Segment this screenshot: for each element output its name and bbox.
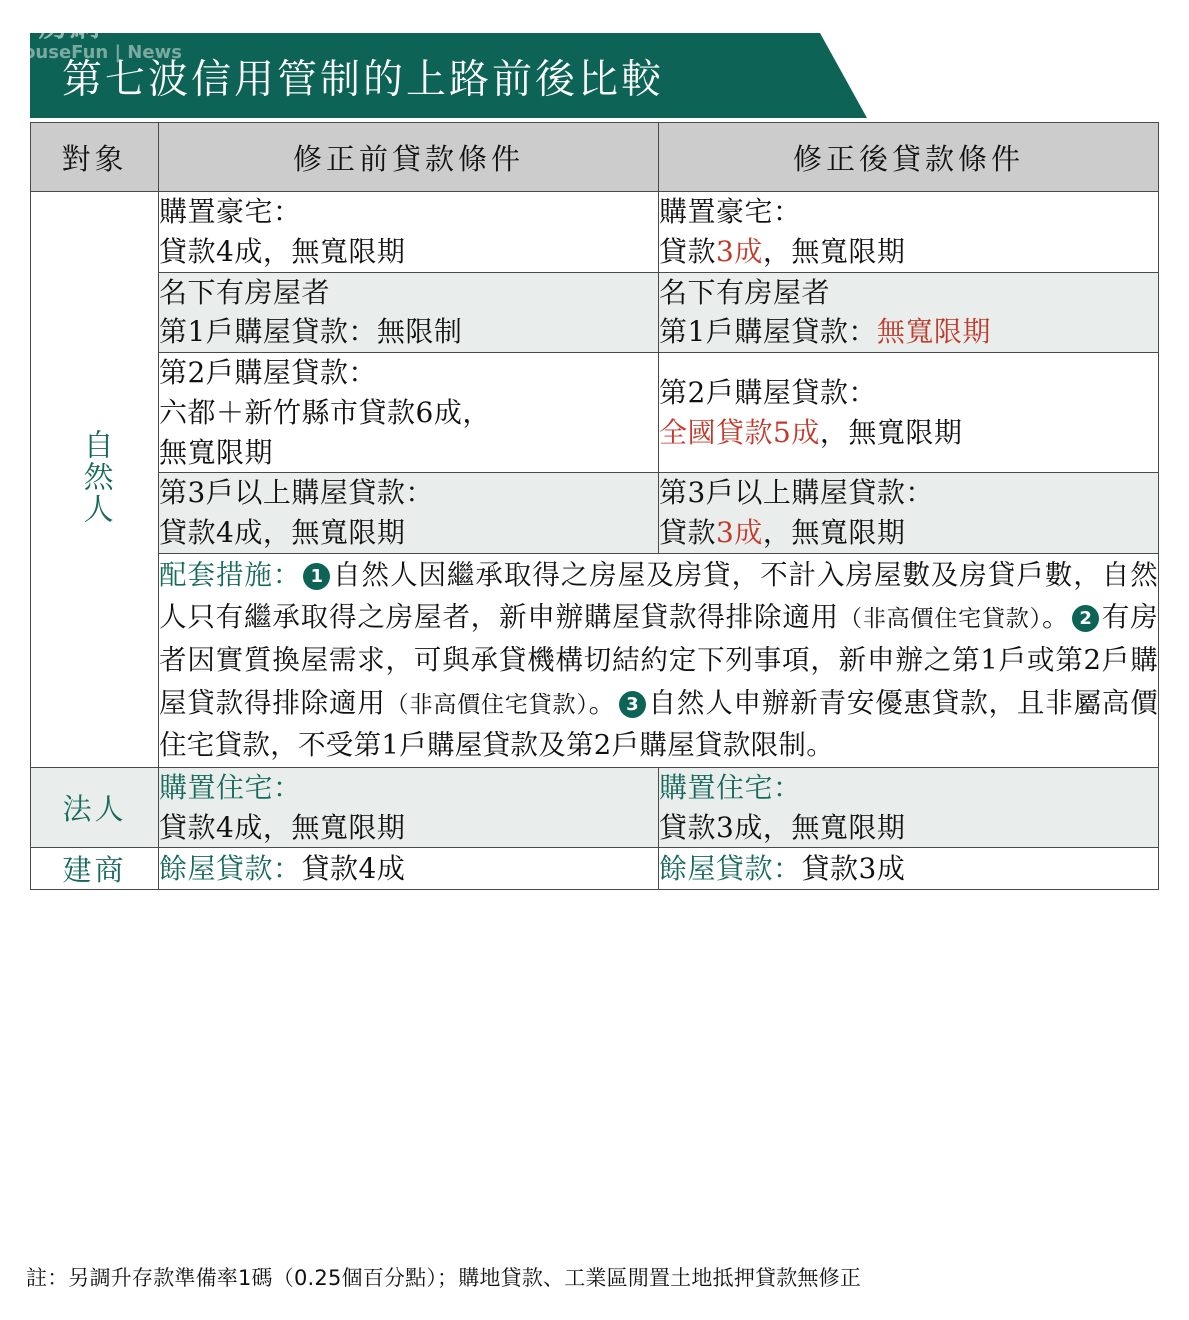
before-2-line2: 第1戶購屋貸款：無限制 [159, 315, 463, 349]
group-label-natural-text: 自然人 [77, 429, 113, 526]
after-1-highlight: 3成 [716, 234, 763, 268]
before-builder-line [159, 849, 658, 889]
before-4-line1: 第3戶以上購屋貸款： [159, 476, 434, 510]
note-1-text-b: 。 [1041, 601, 1071, 634]
after-2-highlight: 無寬限期 [876, 315, 991, 349]
before-4-line2: 貸款4成，無寬限期 [159, 516, 406, 549]
before-1-line2: 貸款4成，無寬限期 [159, 234, 406, 268]
table-row [31, 192, 1159, 273]
after-builder-line [659, 849, 1158, 889]
group-label-builder [31, 848, 159, 890]
after-4-highlight: 3成 [716, 516, 763, 549]
after-4-line2 [659, 513, 1158, 553]
footnote: 註：另調升存款準備率1碼（0.25個百分點）；購地貸款、工業區閒置土地抵押貸款無修正 [26, 1266, 862, 1290]
after-3-line1: 第2戶購屋貸款： [659, 375, 877, 409]
after-legal-line1: 購置住宅： [659, 770, 802, 804]
notes-label: 配套措施： [159, 558, 302, 591]
note-2-paren: （非高價住宅貸款） [385, 691, 589, 718]
after-3-line2 [659, 413, 1158, 453]
cell-before-builder [159, 848, 659, 890]
table-row [31, 848, 1159, 890]
after-legal-line2: 貸款3成，無寬限期 [659, 810, 906, 844]
cell-after-legal [659, 767, 1159, 848]
after-4-pre: 貸款 [659, 516, 717, 549]
cell-before-4 [159, 473, 659, 554]
after-1-line2 [659, 232, 1158, 272]
cell-after-1 [659, 192, 1159, 273]
cell-supporting-measures [159, 553, 1159, 767]
note-2-text-a: 有房者因實質換屋需求，可與承貸機構切結約定下列事項，新申辦之第1戶或第2戶購屋貸款得排除適用 [159, 601, 1158, 719]
watermark-cn: 好房網 [8, 9, 101, 44]
after-4-post: ，無寬限期 [762, 516, 906, 549]
table-row [31, 767, 1159, 848]
before-3-line3: 無寬限期 [159, 435, 274, 469]
after-2-pre: 第1戶購屋貸款： [659, 315, 877, 349]
before-legal-line2: 貸款4成，無寬限期 [159, 810, 406, 844]
title-banner [30, 33, 910, 118]
table-row [31, 353, 1159, 473]
after-builder-value: 貸款3成 [801, 852, 906, 885]
supporting-measures-text [159, 554, 1158, 767]
after-2-line2 [659, 312, 1158, 352]
cell-after-builder [659, 848, 1159, 890]
header-object: 對象 [31, 123, 159, 192]
after-builder-label: 餘屋貸款： [659, 852, 802, 885]
header-after: 修正後貸款條件 [659, 123, 1159, 192]
before-1-line1: 購置豪宅： [159, 195, 302, 228]
note-1-text-a: 自然人因繼承取得之房屋及房貸，不計入房屋數及房貸戶數，自然人只有繼承取得之房屋者，新申辦購屋貸款得排除適用 [159, 558, 1159, 634]
note-marker-1-icon: 1 [303, 563, 330, 590]
after-1-line1: 購置豪宅： [659, 195, 802, 228]
group-label-natural [31, 192, 159, 768]
table-row-notes [31, 553, 1159, 767]
before-builder-value: 貸款4成 [301, 852, 406, 885]
watermark-en: HouseFun | News [8, 42, 182, 63]
cell-before-1 [159, 192, 659, 273]
note-1-paren: （非高價住宅貸款） [838, 606, 1042, 633]
group-label-legal [31, 767, 159, 848]
comparison-table [30, 122, 1159, 890]
cell-after-2 [659, 272, 1159, 353]
note-2-text-b: 。 [588, 686, 618, 719]
cell-after-3 [659, 353, 1159, 473]
after-1-pre: 貸款 [659, 234, 717, 268]
before-builder-label: 餘屋貸款： [159, 852, 302, 885]
group-label-legal-text: 法人 [62, 792, 127, 827]
cell-before-3 [159, 353, 659, 473]
note-marker-3-icon: 3 [619, 691, 646, 718]
cell-after-4 [659, 473, 1159, 554]
after-1-post: ，無寬限期 [762, 234, 906, 268]
table-header-row [31, 123, 1159, 192]
before-legal-line1: 購置住宅： [159, 770, 302, 804]
cell-before-legal [159, 767, 659, 848]
after-3-post: ，無寬限期 [819, 415, 963, 449]
page-title: 第七波信用管制的上路前後比較 [62, 56, 664, 102]
cell-before-2 [159, 272, 659, 353]
after-3-highlight: 全國貸款5成 [659, 415, 820, 449]
table-row [31, 473, 1159, 554]
header-before: 修正前貸款條件 [159, 123, 659, 192]
table-row [31, 272, 1159, 353]
before-3-line1: 第2戶購屋貸款： [159, 356, 377, 389]
note-marker-2-icon: 2 [1072, 605, 1099, 632]
group-label-builder-text: 建商 [62, 853, 127, 888]
after-2-line1: 名下有房屋者 [659, 275, 831, 309]
after-4-line1: 第3戶以上購屋貸款： [659, 476, 934, 510]
before-3-line2: 六都＋新竹縣市貸款6成， [159, 395, 491, 429]
before-2-line1: 名下有房屋者 [159, 275, 331, 309]
note-3-text-a: 自然人申辦新青安優惠貸款，且非屬高價住宅貸款，不受第1戶購屋貸款及第2戶購屋貸款限制。 [159, 686, 1158, 762]
